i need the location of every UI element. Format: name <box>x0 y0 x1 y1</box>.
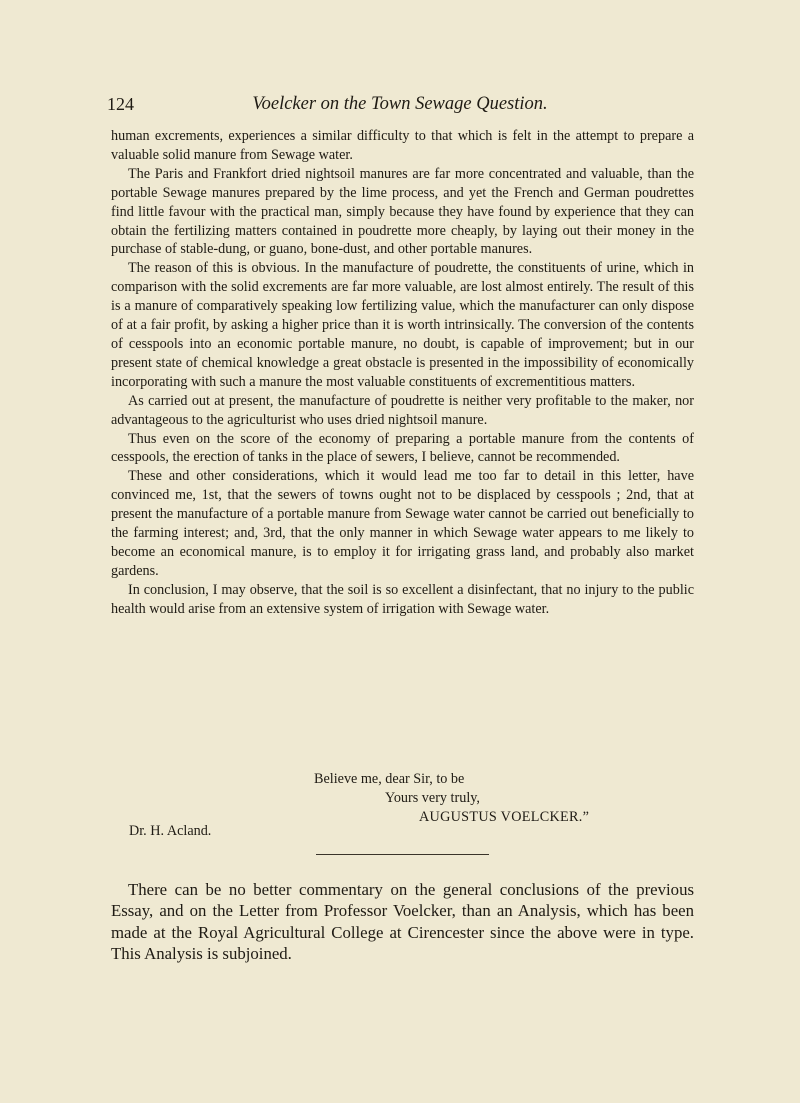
letter-paragraph-5: Thus even on the score of the economy of preparing a portable manure from the contents of cesspools, the erection of tanks in the place of sewers, I believe, cannot be recommended. <box>111 430 694 466</box>
letter-body <box>111 127 694 619</box>
closing-valediction: Yours very truly, <box>385 789 480 806</box>
letter-paragraph-1: human excrements, experiences a similar difficulty to that which is felt in the attempt to prepare a valuable solid manure from Sewage water. <box>111 128 694 163</box>
page-header <box>0 94 800 120</box>
page-number: 124 <box>107 94 134 114</box>
letter-paragraph-2: The Paris and Frankfort dried nightsoil manures are far more concentrated and valuable, than the portable Sewage manures prepared by the lime process, and yet the French and German poudrettes find little favour with the practical man, simply because they have found by experience that they can obtain the fertilizing matters contained in poudrette more cheaply, by laying out their money in the purchase of stable-dung, or guano, bone-dust, and other portable manures. <box>111 165 694 258</box>
letter-paragraph-4: As carried out at present, the manufacture of poudrette is neither very profitable to the maker, nor advantageous to the agriculturist who uses dried nightsoil manure. <box>111 392 694 428</box>
letter-closing <box>111 770 694 827</box>
letter-paragraph-7: In conclusion, I may observe, that the soil is so excellent a disinfectant, that no injury to the public health would arise from an extensive system of irrigation with Sewage water. <box>111 581 694 617</box>
letter-paragraph-3: The reason of this is obvious. In the manufacture of poudrette, the constituents of urine, which in comparison with the solid excrements are far more valuable, are lost almost entirely. The result of this is a manure of comparatively speaking low fertilizing value, which the manufacturer can only dispose of at a fair profit, by asking a higher price than it is worth intrinsically. The conversion of the contents of cesspools into an economic portable manure, no doubt, is capable of improvement; but in our present state of chemical knowledge a great obstacle is presented in the impossibility of economically incorporating with such a manure the most valuable constituents of excrementitious matters. <box>111 260 694 390</box>
letter-paragraph-6: These and other considerations, which it would lead me too far to detail in this letter, have convinced me, 1st, that the sewers of towns ought not to be displaced by cesspools ; 2nd, that at present the manufacture of a portable manure from Sewage water cannot be carried out beneficially to the farming interest; and, 3rd, that the only manner in which Sewage water appears to me likely to become an economical manure, is to employ it for irrigating grass land, and probably also market gardens. <box>111 468 694 579</box>
commentary <box>111 879 694 965</box>
closing-signature: AUGUSTUS VOELCKER.” <box>419 808 590 825</box>
letter-addressee: Dr. H. Acland. <box>129 823 212 839</box>
running-title: Voelcker on the Town Sewage Question. <box>252 94 548 114</box>
section-divider <box>316 854 489 855</box>
closing-salutation: Believe me, dear Sir, to be <box>314 771 465 787</box>
commentary-paragraph: There can be no better commentary on the general conclusions of the previous Essay, and on the Letter from Professor Voelcker, than an Analysis, which has been made at the Royal Agricultural College at Cirencester since the above were in type. This Analysis is subjoined. <box>111 880 694 964</box>
